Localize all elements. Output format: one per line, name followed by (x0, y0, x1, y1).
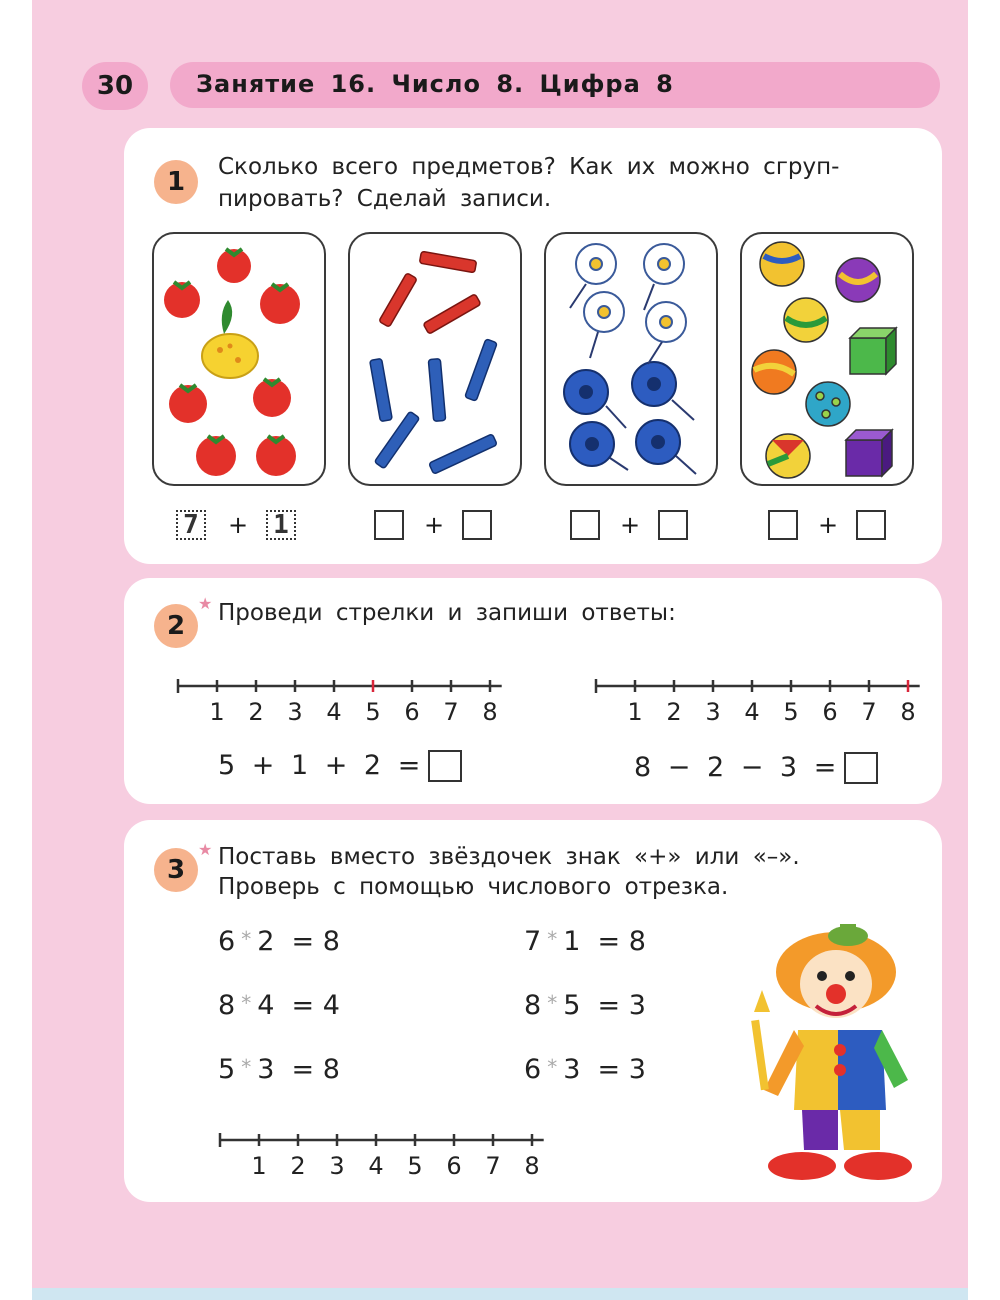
tick-label: 8 (900, 698, 916, 726)
plus-sign: + (424, 511, 445, 539)
group-box-balls-and-cubes (740, 232, 914, 486)
answer-box-right[interactable] (844, 752, 878, 784)
clown-shoe-icon (768, 1152, 912, 1180)
answer-box-2b[interactable] (462, 510, 492, 540)
paintbrush-icon (751, 990, 770, 1090)
group-box-flowers (544, 232, 718, 486)
asterisk-placeholder[interactable]: * (241, 1055, 252, 1079)
group-box-tomatoes (152, 232, 326, 486)
task-3-text-line-2: Проверь с помощью числового отрезка. (218, 874, 729, 900)
exercise-5: 5 * 3 = 8 (218, 1054, 340, 1085)
task-2-number: 2 (154, 604, 198, 648)
tick-label: 2 (666, 698, 682, 726)
number-line-bottom (220, 1133, 544, 1180)
clown-body-icon (764, 1030, 908, 1150)
tick-label: 4 (326, 698, 342, 726)
asterisk-placeholder[interactable]: * (547, 991, 558, 1015)
plus-sign: + (818, 511, 839, 539)
answer-box-1b[interactable]: 1 (266, 510, 296, 540)
plus-sign: + (228, 511, 249, 539)
tick-label: 1 (209, 698, 225, 726)
blue-flower-icon (564, 362, 680, 466)
tick-label: 3 (329, 1152, 345, 1180)
group-box-pencils (348, 232, 522, 486)
asterisk-placeholder[interactable]: * (241, 991, 252, 1015)
tick-label: 5 (365, 698, 381, 726)
lesson-title: Занятие 16. Число 8. Цифра 8 (196, 70, 674, 98)
exercise-6: 6 * 3 = 3 (524, 1054, 646, 1085)
difficulty-star-icon: ★ (198, 840, 213, 859)
answer-box-2a[interactable] (374, 510, 404, 540)
answer-box-3b[interactable] (658, 510, 688, 540)
answer-box-4b[interactable] (856, 510, 886, 540)
task-1-text-line-1: Сколько всего предметов? Как их можно сгруп- (218, 154, 840, 180)
number-line-left (178, 679, 502, 726)
task-3-number: 3 (154, 848, 198, 892)
tick-label: 7 (861, 698, 877, 726)
page-number: 30 (82, 62, 148, 110)
tick-label: 6 (446, 1152, 462, 1180)
asterisk-placeholder[interactable]: * (241, 927, 252, 951)
plus-sign: + (620, 511, 641, 539)
task-1-card (124, 128, 942, 564)
tick-label: 2 (290, 1152, 306, 1180)
tick-label: 5 (407, 1152, 423, 1180)
clown-face-icon (800, 950, 872, 1018)
tick-label: 7 (443, 698, 459, 726)
tick-label: 4 (744, 698, 760, 726)
number-line-right (596, 679, 920, 726)
tick-label: 8 (482, 698, 498, 726)
tick-label: 8 (524, 1152, 540, 1180)
apple-icon (202, 300, 258, 378)
pencils-illustration (350, 234, 520, 484)
answer-box-4a[interactable] (768, 510, 798, 540)
equation-right: 8 − 2 − 3 = (634, 752, 837, 783)
lesson-title-bar (170, 62, 940, 108)
tick-label: 6 (822, 698, 838, 726)
equation-left: 5 + 1 + 2 = (218, 750, 421, 781)
white-flower-icon (576, 244, 686, 342)
blue-pencil-icon (370, 339, 498, 474)
tick-label: 7 (485, 1152, 501, 1180)
asterisk-placeholder[interactable]: * (547, 927, 558, 951)
task-1-text-line-2: пировать? Сделай записи. (218, 186, 552, 212)
task-2-card (124, 578, 942, 804)
red-pencil-icon (379, 251, 481, 334)
cube-icon (846, 328, 896, 476)
asterisk-placeholder[interactable]: * (547, 1055, 558, 1079)
answer-box-3a[interactable] (570, 510, 600, 540)
exercise-2: 7 * 1 = 8 (524, 926, 646, 957)
task-2-text: Проведи стрелки и запиши ответы: (218, 600, 676, 626)
balls-illustration (742, 234, 912, 484)
task-1-number: 1 (154, 160, 198, 204)
tick-label: 1 (251, 1152, 267, 1180)
tick-label: 3 (287, 698, 303, 726)
tick-label: 4 (368, 1152, 384, 1180)
tomatoes-illustration (154, 234, 324, 484)
tick-label: 6 (404, 698, 420, 726)
flowers-illustration (546, 234, 716, 484)
answer-box-1a[interactable]: 7 (176, 510, 206, 540)
exercise-4: 8 * 5 = 3 (524, 990, 646, 1021)
answer-box-left[interactable] (428, 750, 462, 782)
tick-label: 1 (627, 698, 643, 726)
tick-label: 5 (783, 698, 799, 726)
clown-hat-icon (828, 924, 868, 946)
difficulty-star-icon: ★ (198, 594, 213, 613)
tick-label: 2 (248, 698, 264, 726)
task-3-card (124, 820, 942, 1202)
bottom-strip (32, 1288, 968, 1300)
exercise-3: 8 * 4 = 4 (218, 990, 340, 1021)
task-3-text-line-1: Поставь вместо звёздочек знак «+» или «–». (218, 844, 800, 870)
tick-label: 3 (705, 698, 721, 726)
clown-illustration (736, 920, 926, 1190)
exercise-1: 6 * 2 = 8 (218, 926, 340, 957)
